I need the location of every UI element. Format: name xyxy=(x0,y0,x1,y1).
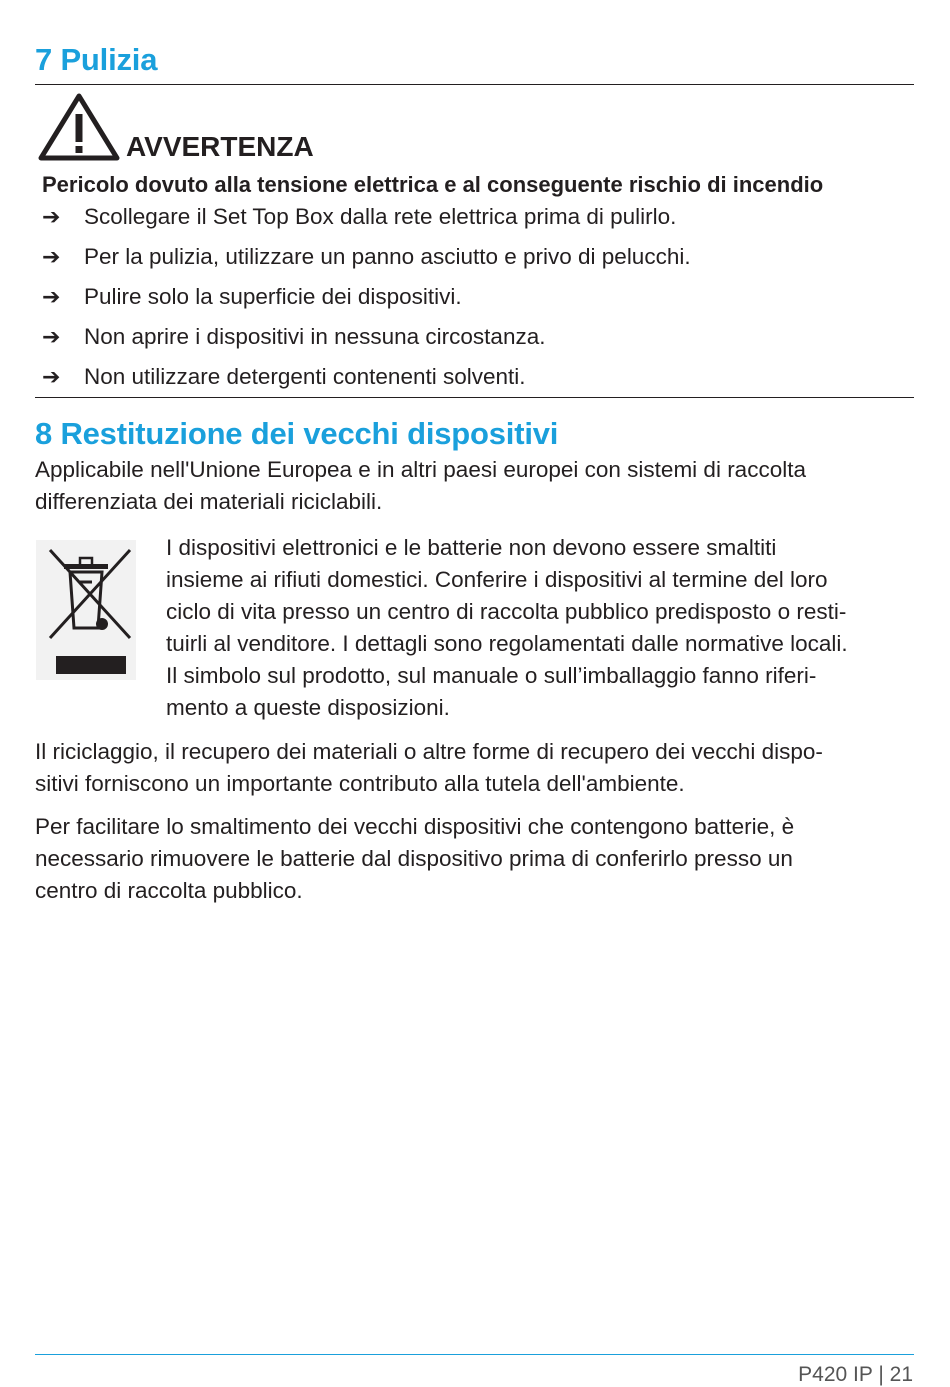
weee-text xyxy=(166,532,906,724)
weee-line: mento a queste disposizioni. xyxy=(166,695,450,720)
section-7-title: 7 Pulizia xyxy=(35,42,158,77)
weee-line: ciclo di vita presso un centro di raccolta pubblico predisposto o resti- xyxy=(166,599,847,624)
page-number: P420 IP | 21 xyxy=(798,1363,913,1386)
warning-subtitle: Pericolo dovuto alla tensione elettrica e al conseguente rischio di incendio xyxy=(42,172,824,197)
list-item: ➔ Non aprire i dispositivi in nessuna circostanza. xyxy=(42,324,546,349)
section-8-title: 8 Restituzione dei vecchi dispositivi xyxy=(35,416,559,451)
crossed-out-wheelie-bin-icon xyxy=(36,540,136,680)
weee-line: I dispositivi elettronici e le batterie non devono essere smaltiti xyxy=(166,535,777,560)
warning-list xyxy=(42,197,691,397)
weee-line: insieme ai rifiuti domestici. Conferire i dispositivi al termine del loro xyxy=(166,567,828,592)
footer-rule xyxy=(35,1354,914,1355)
list-item: ➔ Per la pulizia, utilizzare un panno asciutto e privo di pelucchi. xyxy=(42,244,691,269)
battery-paragraph xyxy=(35,811,915,907)
arrow-right-icon: ➔ xyxy=(42,324,61,349)
arrow-right-icon: ➔ xyxy=(42,364,61,389)
weee-line: Il simbolo sul prodotto, sul manuale o sull’imballaggio fanno riferi- xyxy=(166,663,817,688)
warning-label: AVVERTENZA xyxy=(126,131,314,162)
paragraph-line: Il riciclaggio, il recupero dei materiali o altre forme di recupero dei vecchi dispo- xyxy=(35,739,823,764)
paragraph-line: centro di raccolta pubblico. xyxy=(35,878,303,903)
arrow-right-icon: ➔ xyxy=(42,284,61,309)
warning-triangle-icon xyxy=(37,92,121,164)
paragraph-line: Per facilitare lo smaltimento dei vecchi dispositivi che contengono batterie, è xyxy=(35,814,795,839)
section-7-top-rule xyxy=(35,84,914,85)
recycling-paragraph xyxy=(35,736,915,800)
list-item: ➔ Pulire solo la superficie dei dispositivi. xyxy=(42,284,462,309)
section-8-intro: Applicabile nell'Unione Europea e in altri paesi europei con sistemi di raccolta differenziata dei materiali riciclabili. xyxy=(35,457,806,514)
weee-line: tuirli al venditore. I dettagli sono regolamentati dalle normative locali. xyxy=(166,631,848,656)
list-item: ➔ Scollegare il Set Top Box dalla rete elettrica prima di pulirlo. xyxy=(42,204,677,229)
section-7-bottom-rule xyxy=(35,397,914,398)
paragraph-line: sitivi forniscono un importante contributo alla tutela dell'ambiente. xyxy=(35,771,685,796)
arrow-right-icon: ➔ xyxy=(42,204,61,229)
arrow-right-icon: ➔ xyxy=(42,244,61,269)
list-item: ➔ Non utilizzare detergenti contenenti solventi. xyxy=(42,364,526,389)
paragraph-line: necessario rimuovere le batterie dal dispositivo prima di conferirlo presso un xyxy=(35,846,793,871)
